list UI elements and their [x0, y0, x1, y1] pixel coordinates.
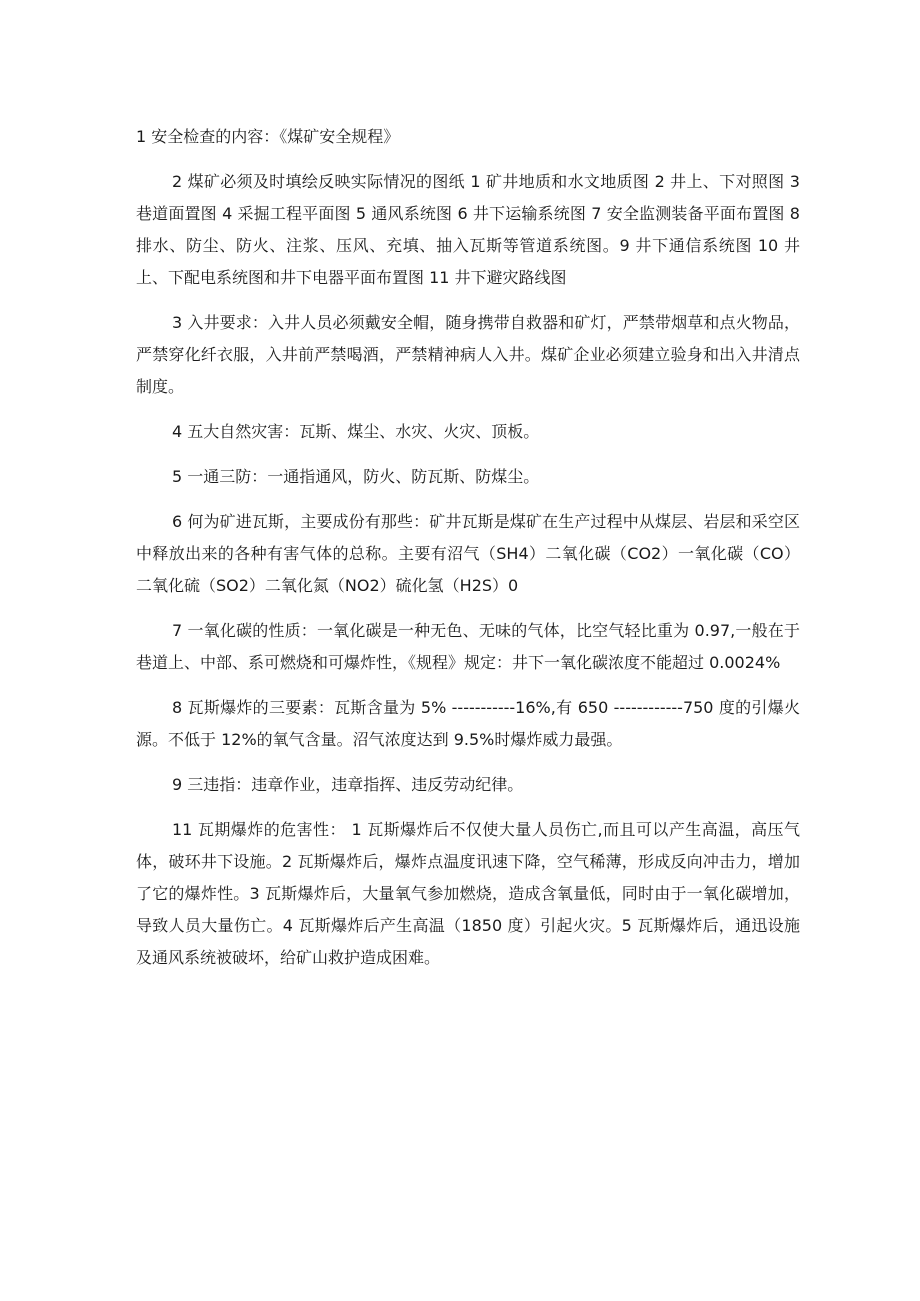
paragraph-7: 7 一氧化碳的性质：一氧化碳是一种无色、无味的气体，比空气轻比重为 0.97,一般在于巷道上、中部、系可燃烧和可爆炸性，《规程》规定：井下一氧化碳浓度不能超过 0.0024%: [136, 621, 800, 672]
paragraph-1: 1 安全检查的内容：《煤矿安全规程》: [136, 127, 400, 146]
paragraph-5: 5 一通三防：一通指通风，防火、防瓦斯、防煤尘。: [172, 467, 540, 486]
paragraph-3: 3 入井要求：入井人员必须戴安全帽，随身携带自救器和矿灯，严禁带烟草和点火物品，严禁穿化纤衣服，入井前严禁喝酒，严禁精神病人入井。煤矿企业必须建立验身和出入井清点制度。: [136, 313, 800, 396]
paragraph-8: 8 瓦斯爆炸的三要素：瓦斯含量为 5% -----------16%,有 650 ------------750 度的引爆火源。不低于 12%的氧气含量。沼气浓度达到 9.5%时爆炸威力最强。: [136, 698, 800, 749]
paragraph-11: 11 瓦期爆炸的危害性： 1 瓦斯爆炸后不仅使大量人员伤亡,而且可以产生高温，高压气体，破环井下设施。2 瓦斯爆炸后，爆炸点温度讯速下降，空气稀薄，形成反向冲击力，增加了它的爆炸性。3 瓦斯爆炸后，大量氧气参加燃烧，造成含氧量低，同时由于一氧化碳增加，导致人员大量伤亡。4 瓦斯爆炸后产生高温（1850 度）引起火灾。5 瓦斯爆炸后，通迅设施及通风系统被破坏，给矿山救护造成困难。: [136, 820, 800, 967]
paragraph-4: 4 五大自然灾害：瓦斯、煤尘、水灾、火灾、顶板。: [172, 422, 540, 441]
paragraph-9: 9 三违指：违章作业，违章指挥、违反劳动纪律。: [172, 775, 524, 794]
paragraph-6: 6 何为矿进瓦斯，主要成份有那些：矿井瓦斯是煤矿在生产过程中从煤层、岩层和采空区中释放出来的各种有害气体的总称。主要有沼气（SH4）二氧化碳（CO2）一氧化碳（CO）二氧化硫（SO2）二氧化氮（NO2）硫化氢（H2S）0: [136, 512, 800, 595]
document-page: [136, 121, 800, 987]
paragraph-2: 2 煤矿必须及时填绘反映实际情况的图纸 1 矿井地质和水文地质图 2 井上、下对照图 3 巷道面置图 4 采掘工程平面图 5 通风系统图 6 井下运输系统图 7 安全监测装备平面布置图 8 排水、防尘、防火、注浆、压风、充填、抽入瓦斯等管道系统图。9 井下通信系统图 10 井上、下配电系统图和井下电器平面布置图 11 井下避灾路线图: [136, 172, 800, 287]
